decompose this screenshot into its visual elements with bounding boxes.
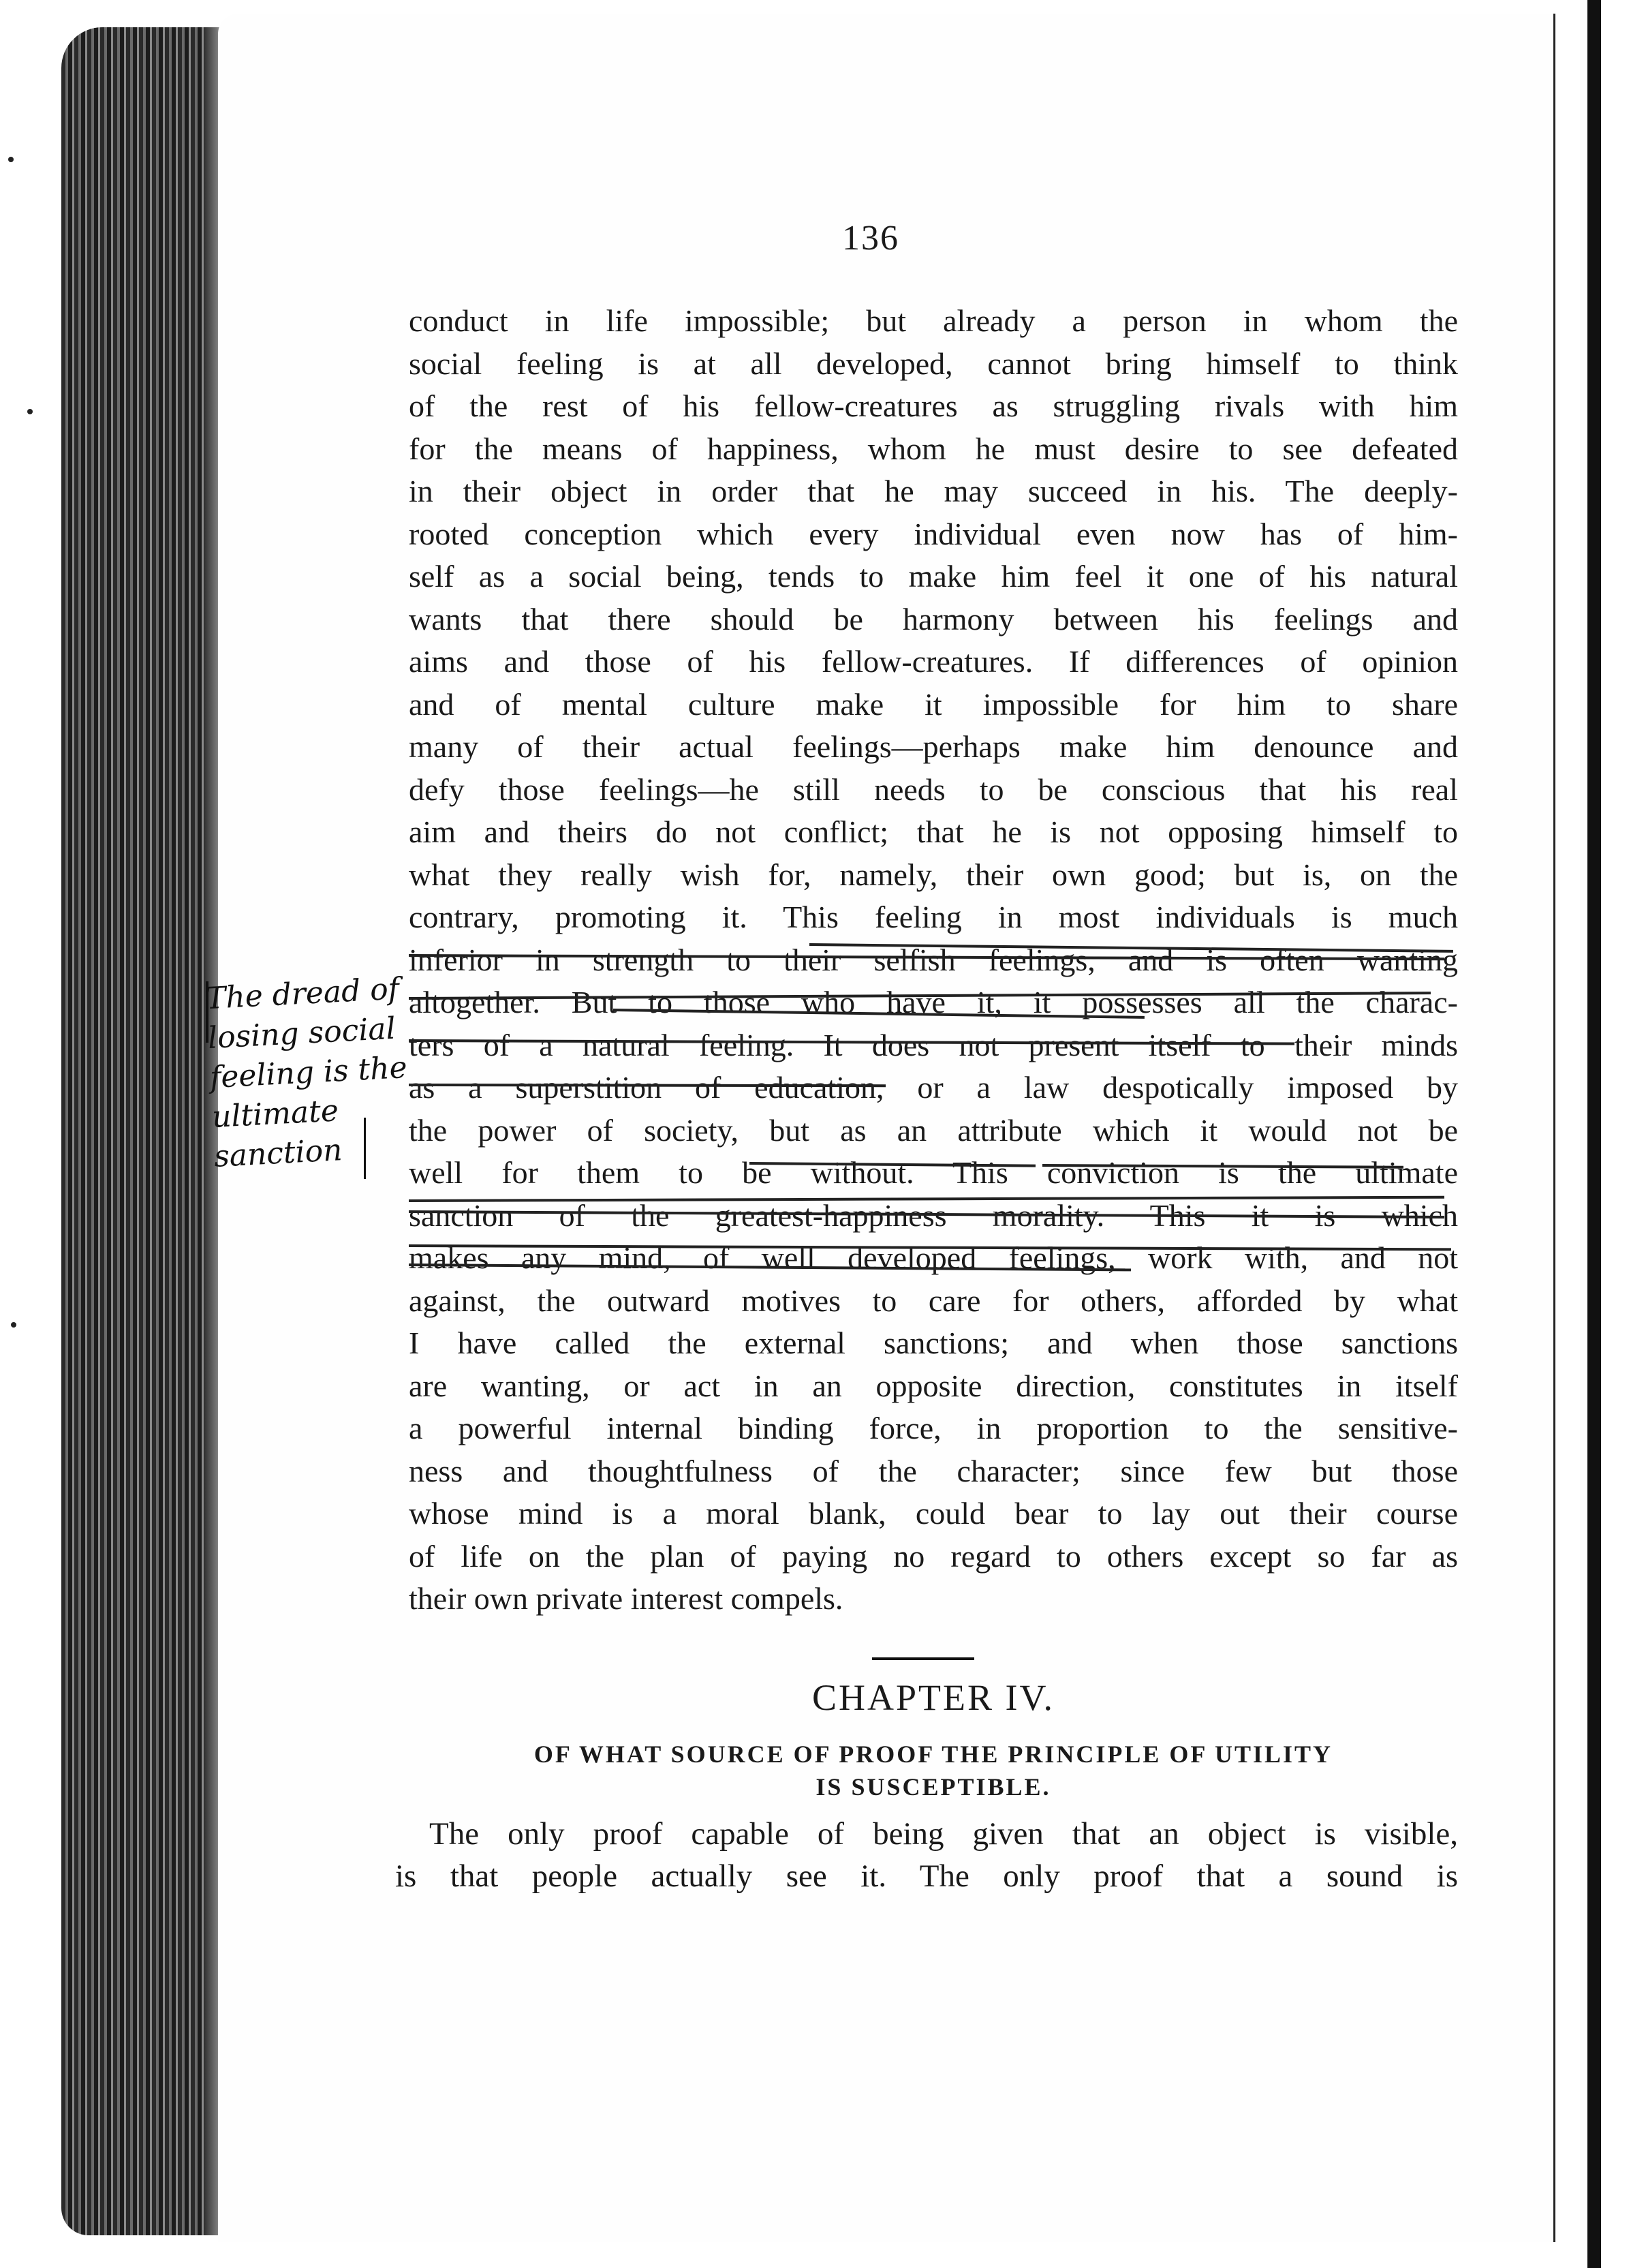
text-line: against, the outward motives to care for others, afforded by what — [409, 1283, 1458, 1318]
text-line: rooted conception which every individual even now has of him- — [409, 516, 1458, 551]
text-line: The only proof capable of being given that an object is visible, — [429, 1816, 1458, 1852]
chapter-subtitle — [409, 1738, 1458, 1803]
text-line: ness and thoughtfulness of the character; since few but those — [409, 1453, 1458, 1488]
text-line: I have called the external sanctions; and when those sanctions — [409, 1325, 1458, 1360]
scan-speck — [27, 409, 33, 414]
chapter-body-text — [395, 1813, 1458, 1897]
text-line: contrary, promoting it. This feeling in most individuals is much — [409, 900, 1458, 934]
text-line: for the means of happiness, whom he must desire to see defeated — [409, 431, 1458, 466]
text-line: altogether. But to those who have it, it possesses all the charac- — [409, 985, 1458, 1020]
scan-speck — [11, 1322, 16, 1328]
text-line: makes any mind, of well developed feelings, work with, and not — [409, 1240, 1458, 1275]
facing-page-edge — [1587, 0, 1601, 2268]
margin-note-line: The dread of — [204, 971, 401, 1017]
page-number — [0, 218, 1646, 258]
margin-note-line: sanction — [213, 1133, 343, 1174]
text-line: of the rest of his fellow-creatures as struggling rivals with him — [409, 388, 1458, 423]
margin-note-line: feeling is the — [208, 1049, 408, 1096]
text-line: conduct in life impossible; but already a person in whom the — [409, 303, 1458, 338]
text-line: the power of society, but as an attribute which it would not be — [409, 1112, 1458, 1148]
text-line: ters of a natural feeling. It does not present itself to their minds — [409, 1027, 1458, 1062]
scan-speck — [8, 157, 14, 162]
text-line: a powerful internal binding force, in proportion to the sensitive- — [409, 1411, 1458, 1445]
text-line: in their object in order that he may succeed in his. The deeply- — [409, 474, 1458, 508]
chapter-title: CHAPTER IV. — [811, 1677, 1055, 1718]
text-line: are wanting, or act in an opposite direction, constitutes in itself — [409, 1368, 1458, 1403]
chapter-subtitle-line: OF WHAT SOURCE OF PROOF THE PRINCIPLE OF UTILITY — [533, 1741, 1333, 1768]
text-line: as a superstition of education, or a law despotically imposed by — [409, 1070, 1458, 1105]
margin-note-line: losing social — [206, 1011, 397, 1056]
margin-note-line: ultimate — [211, 1093, 340, 1135]
text-line: well for them to be without. This conviction is the ultimate — [409, 1155, 1458, 1190]
body-text — [409, 300, 1458, 1621]
text-line: is that people actually see it. The only proof that a sound is — [395, 1858, 1458, 1894]
text-line: self as a social being, tends to make him feel it one of his natural — [409, 559, 1458, 594]
text-line: wants that there should be harmony between his feelings and — [409, 601, 1458, 637]
chapter-subtitle-line: IS SUSCEPTIBLE. — [816, 1773, 1051, 1800]
text-line: social feeling is at all developed, cannot bring himself to think — [409, 346, 1458, 381]
text-line: defy those feelings—he still needs to be conscious that his real — [409, 771, 1458, 807]
text-line: aim and theirs do not conflict; that he is not opposing himself to — [409, 814, 1458, 849]
text-line: inferior in strength to their selfish feelings, and is often wanting — [409, 942, 1458, 977]
book-page-edges — [61, 27, 225, 2235]
text-line: sanction of the greatest-happiness morality. This it is which — [409, 1197, 1458, 1233]
page-number-text: 136 — [842, 219, 899, 258]
text-line: aims and those of his fellow-creatures. If differences of opinion — [409, 644, 1458, 679]
section-divider — [872, 1657, 974, 1660]
text-line: many of their actual feelings—perhaps make him denounce and — [409, 729, 1458, 764]
text-line: what they really wish for, namely, their own good; but is, on the — [409, 857, 1458, 892]
text-line: their own private interest compels. — [409, 1581, 843, 1616]
text-line: of life on the plan of paying no regard to others except so far as — [409, 1538, 1458, 1574]
text-line: whose mind is a moral blank, could bear to lay out their course — [409, 1496, 1458, 1531]
text-line: and of mental culture make it impossible for him to share — [409, 686, 1458, 722]
handwritten-margin-note — [204, 970, 408, 1177]
